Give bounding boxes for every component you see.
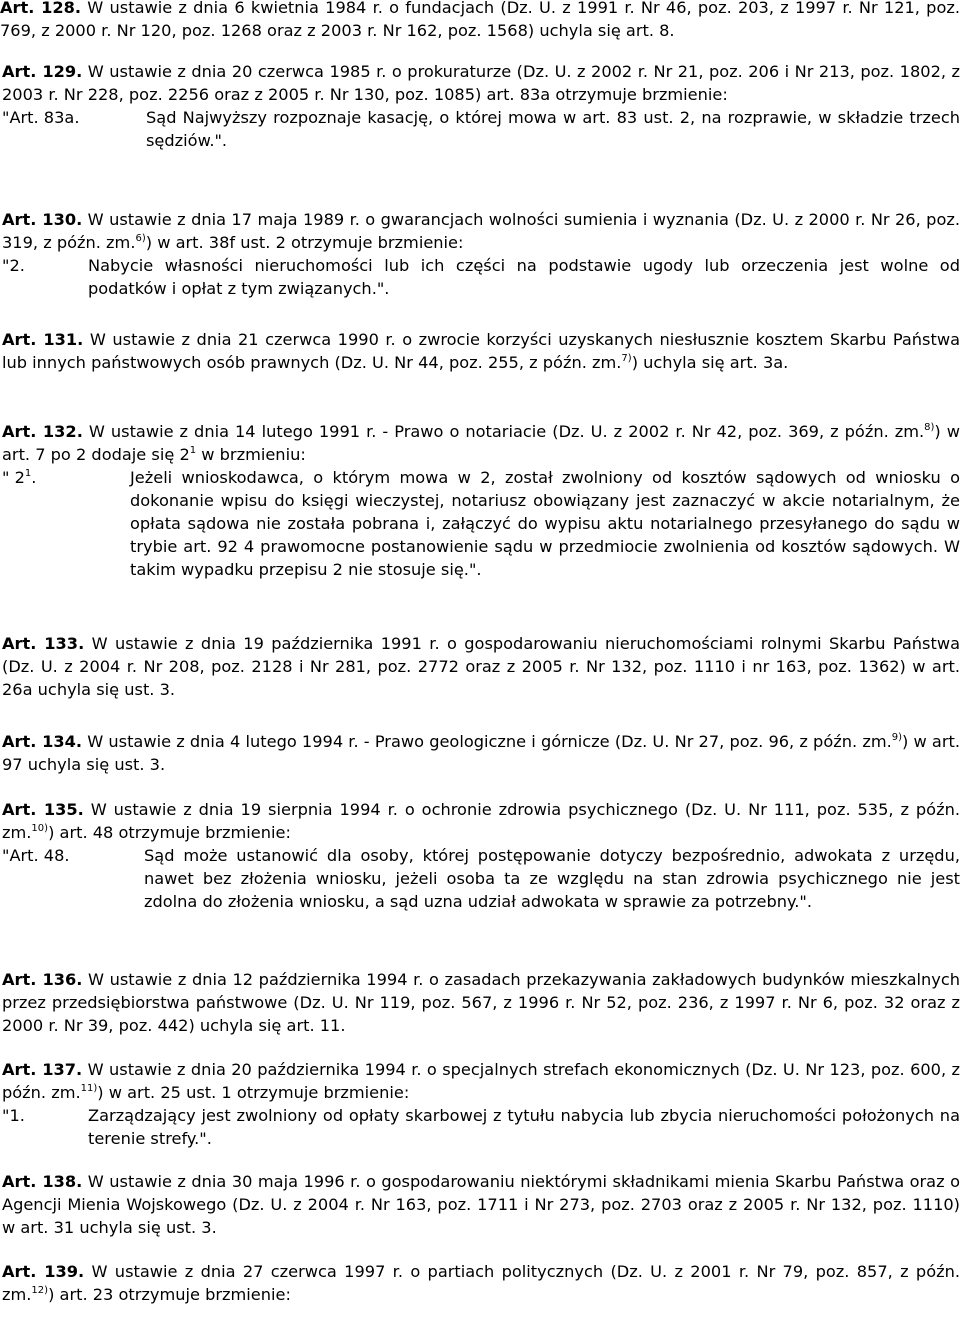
article-139: [2, 1260, 960, 1306]
article-128: [0, 0, 960, 42]
article-text-end: w brzmieniu:: [196, 445, 306, 464]
quoted-provision: [2, 254, 960, 300]
footnote-ref: 8): [924, 421, 935, 433]
article-heading: Art. 129.: [2, 62, 83, 81]
quoted-provision-text: Nabycie własności nieruchomości lub ich części na podstawie ugody lub orzeczenia jest wolne od podatków i opłat z tym związanych.".: [88, 256, 960, 298]
footnote-ref: 9): [891, 731, 902, 743]
article-text: W ustawie z dnia 6 kwietnia 1984 r. o fundacjach (Dz. U. z 1991 r. Nr 46, poz. 203, z 1997 r. Nr 121, poz. 769, z 2000 r. Nr 120, poz. 1268 oraz z 2003 r. Nr 162, poz. 1568) uchyla się art. 8.: [0, 0, 960, 40]
quoted-provision-text: Sąd Najwyższy rozpoznaje kasację, o której mowa w art. 83 ust. 2, na rozprawie, w składzie trzech sędziów.".: [146, 108, 960, 150]
article-text: W ustawie z dnia 20 października 1994 r. o specjalnych strefach ekonomicznych (Dz. U. Nr 123, poz. 600, z późn. zm.: [2, 1060, 960, 1102]
paragraph-superscript: 1: [189, 444, 197, 456]
article-text: W ustawie z dnia 21 czerwca 1990 r. o zwrocie korzyści uzyskanych niesłusznie kosztem Skarbu Państwa lub innych państwowych osób prawnych (Dz. U. Nr 44, poz. 255, z późn. zm.: [2, 330, 960, 372]
article-134: [2, 730, 960, 776]
quoted-provision-number: "Art. 83a.: [2, 108, 80, 127]
quoted-provision-text: Zarządzający jest zwolniony od opłaty skarbowej z tytułu nabycia lub zbycia nieruchomości położonych na terenie strefy.".: [88, 1106, 960, 1148]
article-heading: Art. 130.: [2, 210, 83, 229]
footnote-ref: 11): [80, 1082, 98, 1094]
footnote-ref: 12): [31, 1284, 49, 1296]
article-text-cont: ) art. 23 otrzymuje brzmienie:: [48, 1285, 291, 1304]
footnote-ref: 6): [135, 232, 146, 244]
article-text: W ustawie z dnia 20 czerwca 1985 r. o prokuraturze (Dz. U. z 2002 r. Nr 21, poz. 206 i Nr 213, poz. 1802, z 2003 r. Nr 228, poz. 2256 oraz z 2005 r. Nr 130, poz. 1085) art. 83a otrzymuje brzmienie:: [2, 62, 960, 104]
article-heading: Art. 138.: [2, 1172, 83, 1191]
footnote-ref: 10): [31, 822, 49, 834]
article-heading: Art. 131.: [2, 330, 84, 349]
quoted-provision: [2, 1104, 960, 1150]
article-133: [2, 632, 960, 701]
article-130: [2, 208, 960, 300]
article-text-cont: ) w art. 38f ust. 2 otrzymuje brzmienie:: [145, 233, 464, 252]
article-135: [2, 798, 960, 913]
quoted-provision: [2, 844, 960, 913]
article-text: W ustawie z dnia 19 października 1991 r. o gospodarowaniu nieruchomościami rolnymi Skarbu Państwa (Dz. U. z 2004 r. Nr 208, poz. 2128 i Nr 281, poz. 2772 oraz z 2005 r. Nr 132, poz. 1110 i nr 163, poz. 1362) w art. 26a uchyla się ust. 3.: [2, 634, 960, 699]
article-138: [2, 1170, 960, 1239]
article-132: [2, 420, 960, 581]
article-text: W ustawie z dnia 17 maja 1989 r. o gwarancjach wolności sumienia i wyznania (Dz. U. z 2000 r. Nr 26, poz. 319, z późn. zm.: [2, 210, 960, 252]
article-heading: Art. 128.: [0, 0, 82, 17]
article-129: [2, 60, 960, 152]
article-text: W ustawie z dnia 19 sierpnia 1994 r. o ochronie zdrowia psychicznego (Dz. U. Nr 111, poz. 535, z późn. zm.: [2, 800, 960, 842]
article-text: W ustawie z dnia 12 października 1994 r. o zasadach przekazywania zakładowych budynków mieszkalnych przez przedsiębiorstwa państwowe (Dz. U. Nr 119, poz. 567, z 1996 r. Nr 52, poz. 236, z 1997 r. Nr 6, poz. 32 oraz z 2000 r. Nr 39, poz. 442) uchyla się art. 11.: [2, 970, 960, 1035]
quoted-provision: [2, 106, 960, 152]
article-text: W ustawie z dnia 30 maja 1996 r. o gospodarowaniu niektórymi składnikami mienia Skarbu Państwa oraz o Agencji Mienia Wojskowego (Dz. U. z 2004 r. Nr 163, poz. 1711 i Nr 273, poz. 2703 oraz z 2005 r. Nr 132, poz. 1110) w art. 31 uchyla się ust. 3.: [2, 1172, 960, 1237]
quoted-provision-number: "Art. 48.: [2, 846, 70, 865]
article-heading: Art. 137.: [2, 1060, 83, 1079]
footnote-ref: 7): [621, 352, 632, 364]
article-text-cont: ) w art. 25 ust. 1 otrzymuje brzmienie:: [97, 1083, 410, 1102]
quoted-provision-text: Sąd może ustanowić dla osoby, której postępowanie dotyczy bezpośrednio, adwokata z urzędu, nawet bez złożenia wniosku, jeżeli osoba ta ze względu na stan zdrowia psychicznego nie jest zdolna do złożenia wniosku, a sąd uzna udział adwokata w sprawie za potrzebny.".: [144, 846, 960, 911]
quoted-provision-number: " $2^1$.: [2, 467, 37, 487]
article-131: [2, 328, 960, 374]
article-text-cont: ) w art. 7 po 2 dodaje się 2: [2, 422, 960, 464]
article-text-cont: ) w art. 97 uchyla się ust. 3.: [2, 732, 960, 774]
article-heading: Art. 139.: [2, 1262, 85, 1281]
article-text-cont: ) art. 48 otrzymuje brzmienie:: [48, 823, 291, 842]
article-heading: Art. 133.: [2, 634, 85, 653]
article-text: W ustawie z dnia 14 lutego 1991 r. - Prawo o notariacie (Dz. U. z 2002 r. Nr 42, poz. 369, z późn. zm.: [88, 422, 925, 441]
quoted-provision: [2, 466, 960, 581]
quoted-provision-number: "1.: [2, 1106, 25, 1125]
paragraph-superscript: 1: [24, 467, 32, 479]
article-heading: Art. 134.: [2, 732, 83, 751]
article-text-cont: ) uchyla się art. 3a.: [631, 353, 789, 372]
article-136: [2, 968, 960, 1037]
article-heading: Art. 135.: [2, 800, 84, 819]
article-heading: Art. 132.: [2, 422, 83, 441]
quoted-provision-text: Jeżeli wnioskodawca, o którym mowa w 2, został zwolniony od kosztów sądowych od wniosku o dokonanie wpisu do księgi wieczystej, notariusz obowiązany jest zaznaczyć w akcie notarialnym, że opłata sądowa nie została pobrana i, załączyć do wypisu aktu notarialnego przesyłanego do sądu w trybie art. 92 4 prawomocne postanowienie sądu w przedmiocie zwolnienia od kosztów sądowych. W takim wypadku przepisu 2 nie stosuje się.".: [130, 468, 960, 579]
article-text: W ustawie z dnia 4 lutego 1994 r. - Prawo geologiczne i górnicze (Dz. U. Nr 27, poz. 96, z późn. zm.: [87, 732, 892, 751]
article-137: [2, 1058, 960, 1150]
article-text: W ustawie z dnia 27 czerwca 1997 r. o partiach politycznych (Dz. U. z 2001 r. Nr 79, poz. 857, z późn. zm.: [2, 1262, 960, 1304]
quoted-provision-number: "2.: [2, 256, 25, 275]
article-heading: Art. 136.: [2, 970, 83, 989]
